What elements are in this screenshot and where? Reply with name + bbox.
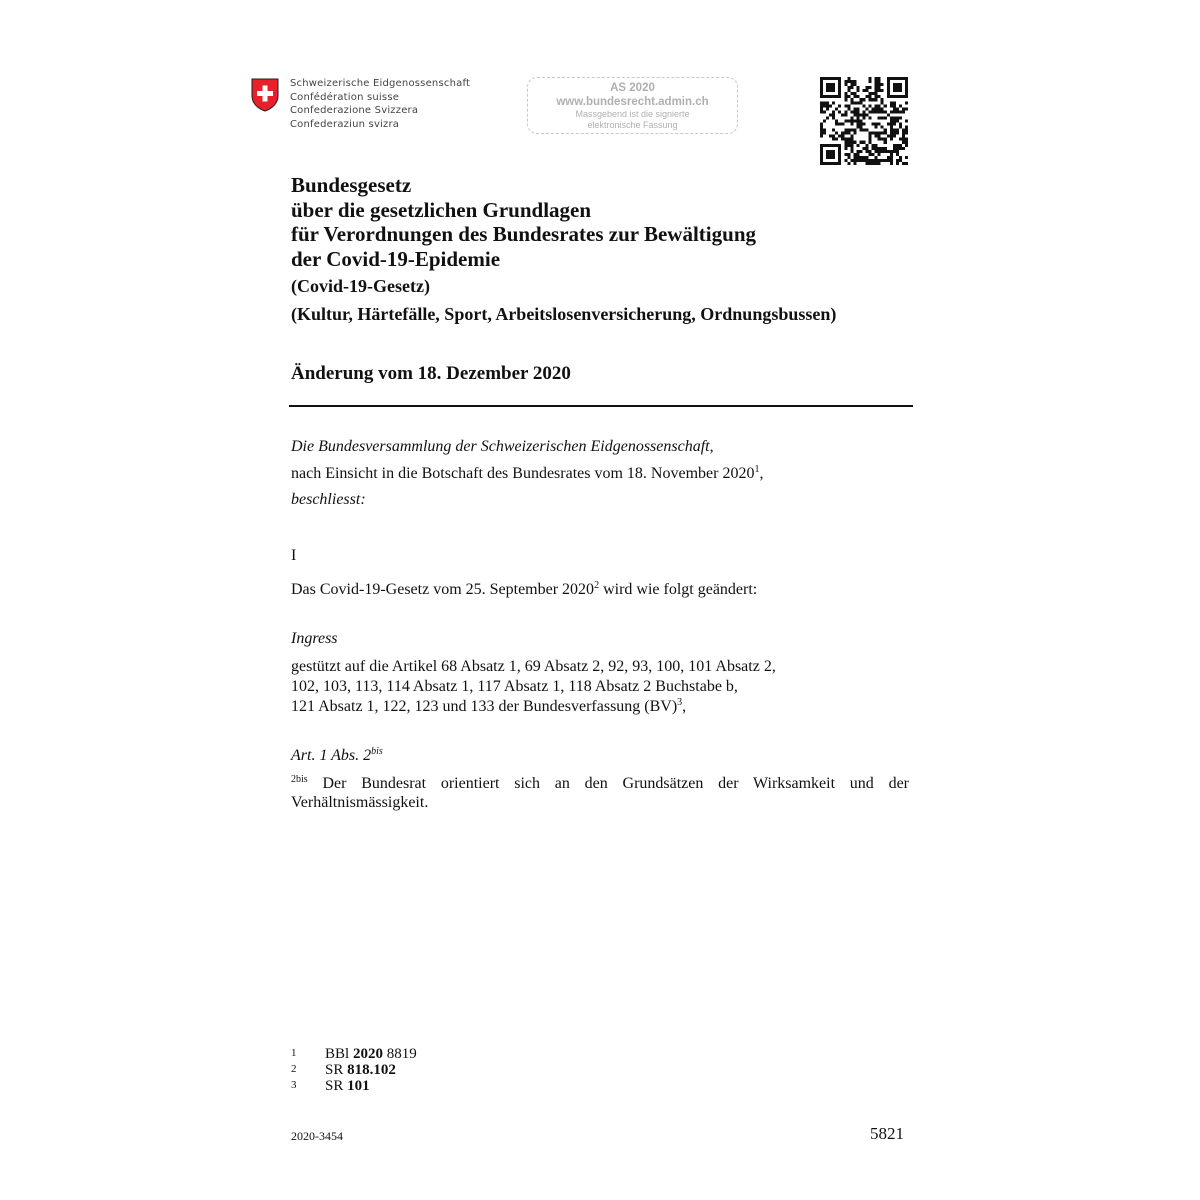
paragraph-text: Der Bundesrat orientiert sich an den Grundsätzen der Wirksamkeit und der Verhältnismässigkeit. — [291, 775, 909, 811]
section-intro-text: Das Covid-19-Gesetz vom 25. September 2020 — [291, 581, 595, 598]
article-heading — [291, 746, 383, 765]
logo-line-fr: Confédération suisse — [290, 91, 400, 103]
title-block — [291, 173, 931, 325]
stamp-note-1: Massgebend ist die signierte — [575, 109, 690, 119]
title-line-4: der Covid-19-Epidemie — [291, 246, 501, 271]
stamp-note-2: elektronische Fassung — [587, 120, 678, 130]
paragraph-number: 2bis — [291, 774, 308, 785]
logo-line-it: Confederazione Svizzera — [290, 105, 419, 116]
botschaft-end: , — [759, 465, 764, 482]
title-line-3: für Verordnungen des Bundesrates zur Bewältigung — [291, 222, 756, 246]
article-heading-text: Art. 1 Abs. 2 — [291, 747, 372, 764]
ingress-line-1: gestützt auf die Artikel 68 Absatz 1, 69 Absatz 2, 92, 93, 100, 101 Absatz 2, — [291, 658, 776, 675]
footnote-bold: 2020 — [352, 1046, 383, 1062]
stamp-collection: AS 2020 — [610, 82, 655, 94]
footnote-text — [325, 1063, 396, 1078]
botschaft-text: nach Einsicht in die Botschaft des Bundesrates vom 18. November 2020 — [291, 465, 755, 482]
swiss-shield-icon — [251, 78, 279, 112]
as-stamp — [527, 77, 738, 134]
title-line-1: Bundesgesetz — [291, 173, 412, 197]
footnote-text — [325, 1047, 417, 1062]
title-topics: (Kultur, Härtefälle, Sport, Arbeitslosenversicherung, Ordnungsbussen) — [291, 304, 837, 324]
ingress-end: , — [682, 698, 687, 715]
footnote-3 — [291, 1079, 417, 1095]
ingress-heading: Ingress — [291, 630, 338, 647]
ingress-line-3 — [291, 697, 686, 716]
footnote-2 — [291, 1063, 417, 1079]
section-intro-end: wird wie folgt geändert: — [599, 581, 758, 598]
article-paragraph — [291, 774, 909, 812]
footnote-number: 3 — [291, 1079, 297, 1091]
footnote-bold: 818.102 — [347, 1062, 396, 1078]
footnote-text — [325, 1079, 370, 1094]
title-divider — [289, 405, 913, 407]
footnote-prefix: BBl — [325, 1046, 353, 1062]
footnote-suffix: 8819 — [382, 1046, 417, 1062]
footnotes — [291, 1047, 417, 1095]
footnote-prefix: SR — [325, 1062, 348, 1078]
preamble-assembly: Die Bundesversammlung der Schweizerischen Eidgenossenschaft, — [291, 438, 714, 455]
preamble-botschaft — [291, 464, 763, 483]
footnote-number: 1 — [291, 1047, 297, 1059]
ingress-line-3-text: 121 Absatz 1, 122, 123 und 133 der Bundesverfassung (BV) — [291, 698, 678, 715]
confederation-names — [290, 77, 470, 131]
federal-logo — [251, 78, 470, 131]
footnote-1 — [291, 1047, 417, 1063]
stamp-url: www.bundesrecht.admin.ch — [556, 96, 709, 108]
footnote-prefix: SR — [325, 1078, 348, 1094]
footnote-number: 2 — [291, 1063, 297, 1075]
footnote-ref-1[interactable]: 1 — [754, 464, 760, 475]
ingress-line-2: 102, 103, 113, 114 Absatz 1, 117 Absatz 1, 118 Absatz 2 Buchstabe b, — [291, 678, 738, 695]
qr-code-icon — [820, 77, 908, 165]
article-heading-sup: bis — [371, 746, 383, 757]
document-number: 2020-3454 — [291, 1129, 343, 1143]
section-intro — [291, 580, 757, 599]
footnote-ref-2[interactable]: 2 — [594, 580, 600, 591]
short-title: (Covid-19-Gesetz) — [291, 276, 430, 296]
logo-line-de: Schweizerische Eidgenossenschaft — [290, 78, 471, 89]
footnote-ref-3[interactable]: 3 — [677, 697, 683, 708]
footnote-bold: 101 — [347, 1078, 370, 1094]
preamble-decides: beschliesst: — [291, 491, 366, 508]
page-number: 5821 — [870, 1124, 904, 1143]
title-line-2: über die gesetzlichen Grundlagen — [291, 197, 592, 222]
logo-line-rm: Confederaziun svizra — [290, 118, 400, 130]
amendment-date: Änderung vom 18. Dezember 2020 — [291, 363, 571, 384]
section-numeral: I — [291, 547, 297, 564]
